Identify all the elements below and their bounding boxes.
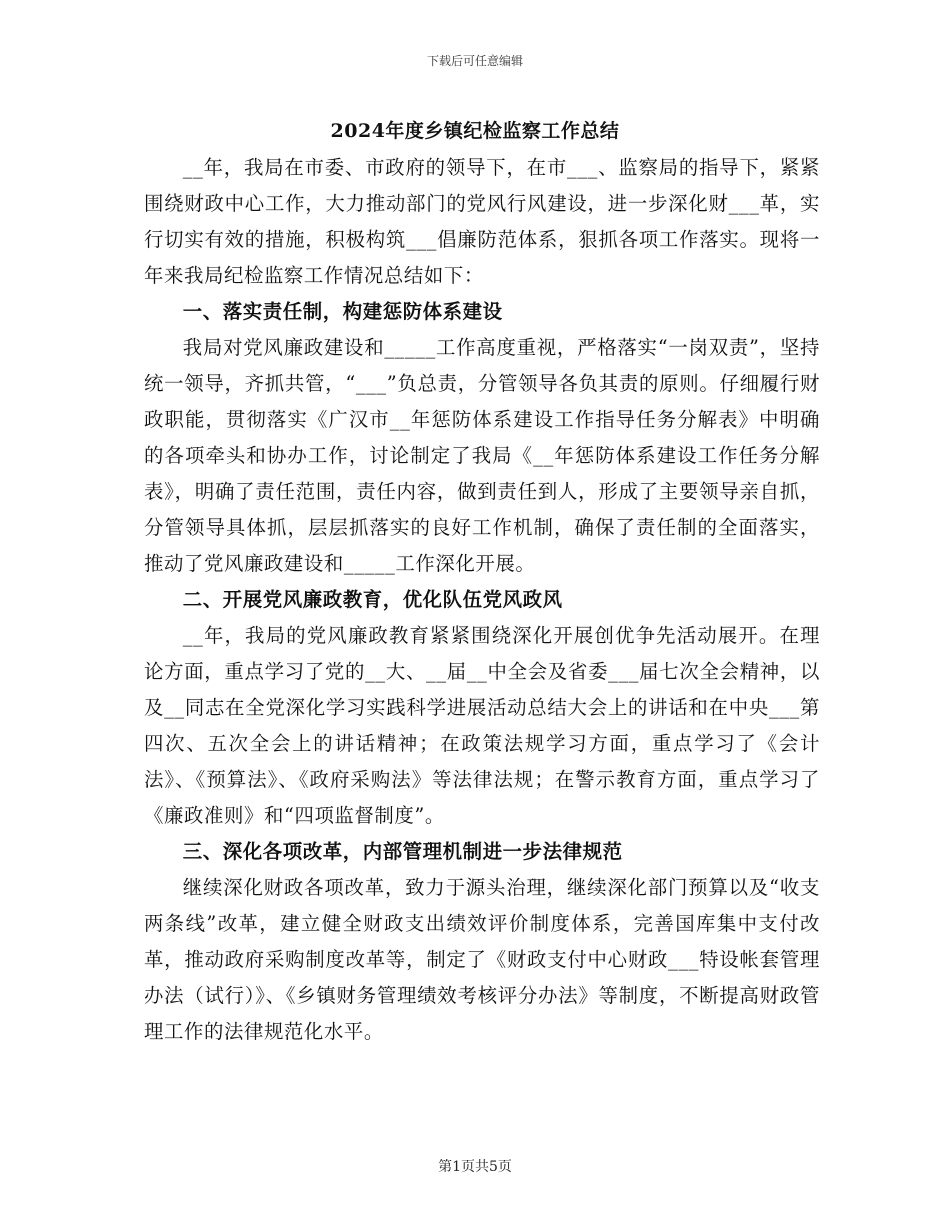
document-title: 2024年度乡镇纪检监察工作总结 xyxy=(330,120,620,142)
document-body xyxy=(144,150,820,1050)
section-heading-1: 一、落实责任制，构建惩防体系建设 xyxy=(182,300,503,323)
section-heading-3: 三、深化各项改革，内部管理机制进一步法律规范 xyxy=(182,840,623,863)
section-body-3: 继续深化财政各项改革，致力于源头治理，继续深化部门预算以及“收支两条线”改革，建立健全财政支出绩效评价制度体系，完善国库集中支付改革，推动政府采购制度改革等，制定了《财政支付中心财政___特设帐套管理办法（试行）》、《乡镇财务管理绩效考核评分办法》等制度，不断提高财政管理工作的法律规范化水平。 xyxy=(144,876,820,1043)
page-header: 下载后可任意编辑 xyxy=(426,54,523,68)
page-footer: 第1页共5页 xyxy=(438,1159,512,1175)
section-heading-2: 二、开展党风廉政教育，优化队伍党风政风 xyxy=(182,588,563,611)
intro-paragraph: __年，我局在市委、市政府的领导下，在市___、监察局的指导下，紧紧围绕财政中心工作，大力推动部门的党风行风建设，进一步深化财___革，实行切实有效的措施，积极构筑___倡廉防范体系，狠抓各项工作落实。现将一年来我局纪检监察工作情况总结如下： xyxy=(144,156,820,287)
section-body-1: 我局对党风廉政建设和_____工作高度重视，严格落实“一岗双责”，坚持统一领导，齐抓共管，“___”负总责，分管领导各负其责的原则。仔细履行财政职能，贯彻落实《广汉市__年惩防体系建设工作指导任务分解表》中明确的各项牵头和协办工作，讨论制定了我局《__年惩防体系建设工作任务分解表》，明确了责任范围，责任内容，做到责任到人，形成了主要领导亲自抓，分管领导具体抓，层层抓落实的良好工作机制，确保了责任制的全面落实，推动了党风廉政建设和_____工作深化开展。 xyxy=(144,336,820,575)
section-body-2: __年，我局的党风廉政教育紧紧围绕深化开展创优争先活动展开。在理论方面，重点学习了党的__大、__届__中全会及省委___届七次全会精神，以及__同志在全党深化学习实践科学进展活动总结大会上的讲话和在中央___第四次、五次全会上的讲话精神；在政策法规学习方面，重点学习了《会计法》、《预算法》、《政府采购法》等法律法规；在警示教育方面，重点学习了《廉政准则》和“四项监督制度”。 xyxy=(144,624,820,827)
